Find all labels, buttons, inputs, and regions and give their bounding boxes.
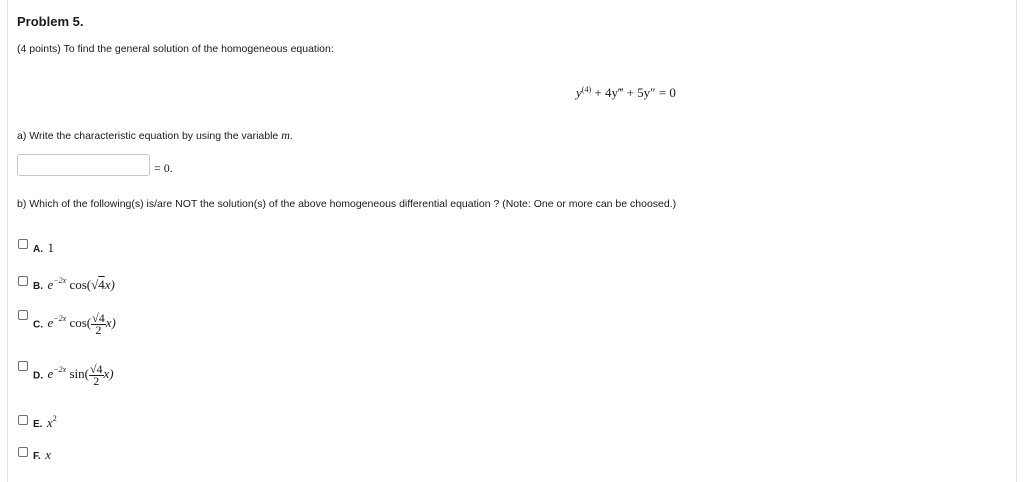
option-e[interactable] [33,414,57,432]
option-e-checkbox[interactable] [18,415,28,425]
option-a-checkbox[interactable] [18,239,28,249]
equals-zero-label: = 0. [154,161,173,175]
option-d-expression [47,362,114,388]
option-b-exponent: −2x [53,276,67,285]
problem-title: Problem 5. [17,14,84,29]
option-f[interactable] [33,446,51,464]
option-c-label: C. [33,319,43,331]
option-d-denominator: 2 [93,374,100,388]
option-d-base: e [47,366,54,382]
option-a-expression: 1 [47,240,54,255]
option-b-radicand: 4 [98,277,105,292]
option-c-numerator: √4 [92,311,105,325]
part-a-text: a) Write the characteristic equation by using the variable [17,130,282,142]
part-a-variable: m [281,128,290,142]
part-a-end: . [289,130,293,142]
option-d-numerator: √4 [89,362,103,376]
characteristic-equation-input[interactable] [17,154,150,176]
option-e-base: x [46,415,53,430]
option-d-checkbox[interactable] [18,361,28,371]
part-b-prompt: b) Which of the following(s) is/are NOT the solution(s) of the above homogeneous differential equation ? (Note: One or more can be choosed.) [17,198,677,210]
option-d-label: D. [33,370,43,382]
option-c-expression [47,311,116,337]
option-c-fraction [91,313,106,336]
option-c-exponent: −2x [53,314,67,324]
option-a[interactable] [33,239,54,257]
option-a-label: A. [33,244,43,255]
option-d-fraction [89,364,104,387]
question-panel [7,0,1017,482]
option-f-checkbox[interactable] [18,447,28,457]
option-e-expression [47,415,57,430]
option-b-tail: x) [104,277,115,292]
option-d-function: sin( [66,366,89,382]
part-a-prompt [17,128,293,143]
option-b-expression [47,277,114,292]
option-c[interactable] [33,313,116,336]
option-c-function: cos( [66,315,92,331]
option-c-tail: x) [105,315,116,331]
option-c-base: e [47,315,54,331]
differential-equation [576,85,676,101]
eq-order: (4) [581,85,592,94]
option-b[interactable] [33,276,115,294]
option-d[interactable] [33,364,114,387]
eq-rest: + 4y‴ + 5y″ = 0 [591,85,676,100]
option-d-exponent: −2x [53,365,67,375]
option-e-label: E. [33,419,43,430]
option-b-base: e [47,277,54,292]
option-b-checkbox[interactable] [18,276,28,286]
option-f-expression: x [45,447,52,462]
option-b-function: cos(√ [66,277,99,292]
option-e-exponent: 2 [52,414,57,423]
option-f-label: F. [33,451,41,462]
problem-intro: (4 points) To find the general solution of the homogeneous equation: [17,43,334,55]
option-b-label: B. [33,281,43,292]
eq-term-y: y [576,85,582,100]
option-c-denominator: 2 [95,323,102,337]
option-c-checkbox[interactable] [18,310,28,320]
option-d-tail: x) [103,366,114,382]
